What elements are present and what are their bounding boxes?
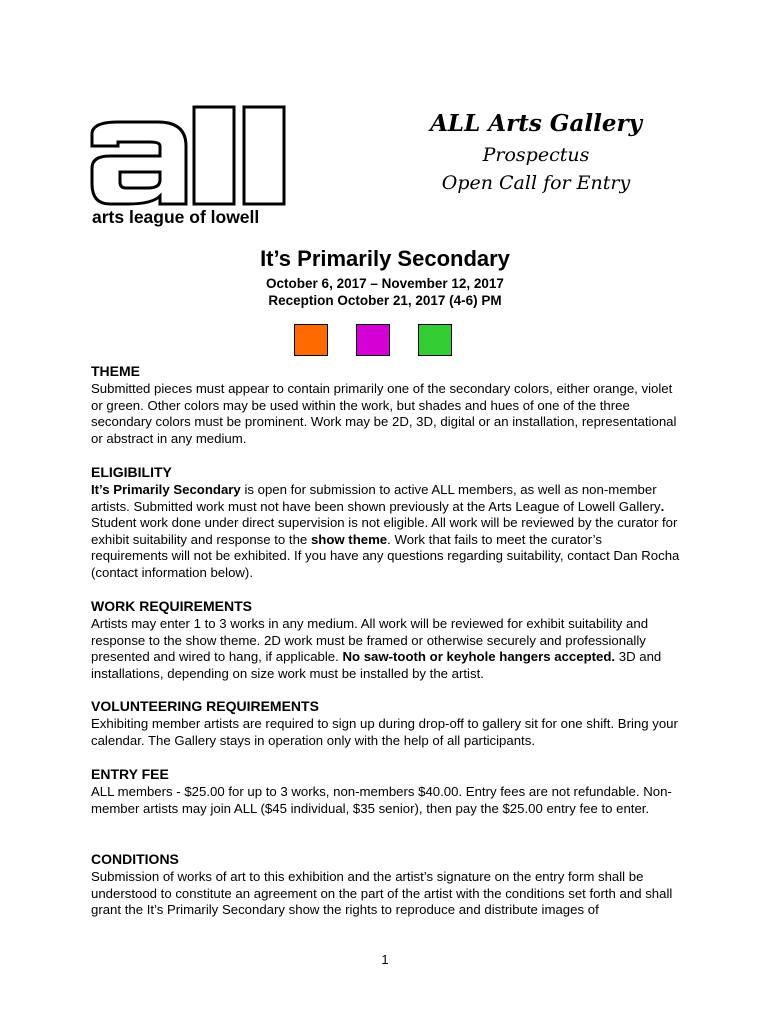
work-requirements-body: Artists may enter 1 to 3 works in any medium. All work will be reviewed for exhibit suitability and response to the show theme. 2D work must be framed or otherwise securely and professionally presented and wired to hang, if applicable. No saw-tooth or keyhole hangers accepted. 3D and installations, depending on size work must be installed by the artist. <box>91 616 662 681</box>
volunteering-body: Exhibiting member artists are required to sign up during drop-off to gallery sit for one shift. Bring your calendar. The Gallery stays in operation only with the help of all participants. <box>91 716 678 748</box>
logo-letter-l2 <box>244 107 284 204</box>
conditions-body: Submission of works of art to this exhibition and the artist’s signature on the entry form shall be understood to constitute an agreement on the part of the artist with the conditions set forth and shall grant the It’s Primarily Secondary show the rights to reproduce and distribute images of <box>91 869 673 917</box>
theme-section <box>91 363 681 447</box>
hanger-warning: No saw-tooth or keyhole hangers accepted. <box>342 649 616 664</box>
eligibility-heading: ELIGIBILITY <box>91 464 172 480</box>
theme-heading: THEME <box>91 363 140 379</box>
violet-swatch <box>356 324 390 356</box>
work-requirements-section <box>91 598 681 682</box>
show-dates <box>0 275 770 309</box>
volunteering-heading: VOLUNTEERING REQUIREMENTS <box>91 698 319 714</box>
logo-letter-l1 <box>194 107 234 204</box>
logo-text: arts league of lowell <box>92 207 260 227</box>
reception-dates: Reception October 21, 2017 (4-6) PM <box>268 293 502 308</box>
theme-body: Submitted pieces must appear to contain primarily one of the secondary colors, either orange, violet or green. Other colors may be used within the work, but shades and hues of one of the three secondary colors must be prominent. Work may be 2D, 3D, digital or an installation, representational or abstract in any medium. <box>91 381 677 446</box>
logo-letter-a <box>92 122 186 204</box>
prospectus-label: Prospectus <box>482 144 590 166</box>
gallery-header <box>400 107 672 197</box>
work-requirements-heading: WORK REQUIREMENTS <box>91 598 252 614</box>
page-number: 1 <box>381 952 389 967</box>
volunteering-section <box>91 698 681 749</box>
show-title: It’s Primarily Secondary <box>260 246 510 271</box>
entry-fee-heading: ENTRY FEE <box>91 766 169 782</box>
gallery-title: ALL Arts Gallery <box>430 110 642 137</box>
exhibit-dates: October 6, 2017 – November 12, 2017 <box>266 276 504 291</box>
show-theme-bold: show theme <box>310 531 388 547</box>
conditions-heading: CONDITIONS <box>91 851 179 867</box>
show-name-bold: It’s Primarily Secondary <box>91 482 241 497</box>
eligibility-section <box>91 464 681 581</box>
open-call-label: Open Call for Entry <box>441 172 631 194</box>
orange-swatch <box>294 324 328 356</box>
conditions-section <box>91 851 681 919</box>
entry-fee-body: ALL members - $25.00 for up to 3 works, non-members $40.00. Entry fees are not refundable. Non-member artists may join ALL ($45 individual, $35 senior), then pay the $25.00 entry fee to enter. <box>91 784 672 816</box>
entry-fee-section <box>91 766 681 817</box>
eligibility-body: It’s Primarily Secondary is open for submission to active ALL members, as well as non-member artists. Submitted work must not have been shown previously at the Arts League of Lowell Gallery. Student work done under direct supervision is not eligible. All work will be reviewed by the curator for exhibit suitability and response to the show theme. Work that fails to meet the curator’s requirements will not be exhibited. If you have any questions regarding suitability, contact Dan Rocha (contact information below). <box>91 482 680 580</box>
green-swatch <box>418 324 452 356</box>
